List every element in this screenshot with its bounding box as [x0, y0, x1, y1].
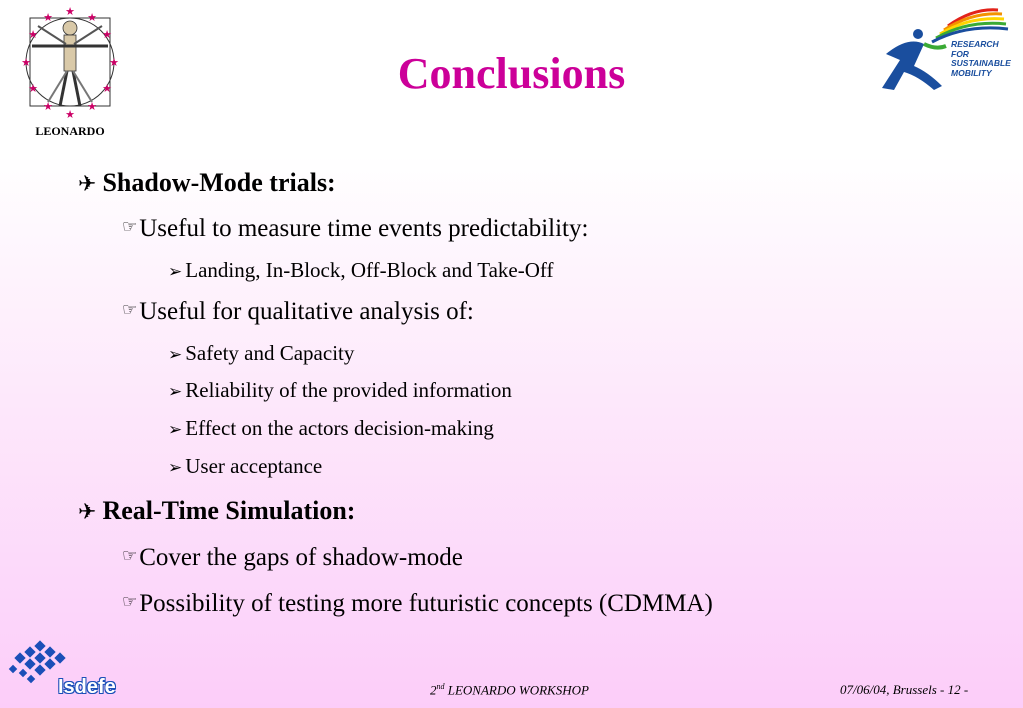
pointing-hand-icon: ☞ [122, 546, 138, 566]
svg-text:★: ★ [21, 56, 31, 69]
sub-list-item: ➢ Safety and Capacity [168, 341, 355, 365]
arrowhead-icon: ➢ [168, 458, 183, 478]
svg-text:★: ★ [109, 56, 119, 69]
arrowhead-icon: ➢ [168, 262, 183, 282]
svg-text:★: ★ [102, 82, 112, 95]
svg-text:★: ★ [87, 11, 97, 24]
svg-text:★: ★ [43, 11, 53, 24]
svg-text:★: ★ [28, 28, 38, 41]
isdefe-logo-text: Isdefe [58, 676, 116, 698]
isdefe-logo [6, 640, 131, 700]
sub-list-item: ➢ Effect on the actors decision-making [168, 416, 494, 440]
list-item: ☞Cover the gaps of shadow-mode [122, 544, 463, 571]
svg-text:★: ★ [102, 28, 112, 41]
airplane-icon: ✈ [78, 500, 97, 525]
footer-workshop: 2nd LEONARDO WORKSHOP [430, 682, 589, 698]
sub-list-item: ➢ Reliability of the provided information [168, 378, 512, 402]
svg-text:★: ★ [28, 82, 38, 95]
sub-list-item: ➢ User acceptance [168, 454, 323, 478]
page-title: Conclusions [397, 49, 626, 98]
section-heading-shadow-mode: ✈ Shadow-Mode trials: [78, 168, 336, 197]
footer-date-page: 07/06/04, Brussels - 12 - [840, 682, 969, 697]
sub-list-item: ➢ Landing, In-Block, Off-Block and Take-Off [168, 258, 554, 282]
svg-text:★: ★ [65, 108, 75, 121]
list-item: ☞Useful for qualitative analysis of: [122, 298, 474, 325]
research-mobility-logo [878, 6, 1018, 98]
section-heading-real-time-simulation: ✈ Real-Time Simulation: [78, 496, 356, 525]
arrowhead-icon: ➢ [168, 345, 183, 365]
pointing-hand-icon: ☞ [122, 592, 138, 612]
svg-text:★: ★ [65, 6, 75, 18]
list-item: ☞Possibility of testing more futuristic concepts (CDMMA) [122, 590, 713, 617]
airplane-icon: ✈ [78, 172, 97, 197]
list-item: ☞Useful to measure time events predictability: [122, 215, 589, 242]
arrowhead-icon: ➢ [168, 382, 183, 402]
leonardo-caption: LEONARDO [35, 124, 105, 138]
pointing-hand-icon: ☞ [122, 300, 138, 320]
pointing-hand-icon: ☞ [122, 217, 138, 237]
arrowhead-icon: ➢ [168, 420, 183, 440]
research-mobility-text: RESEARCH FOR SUSTAINABLE MOBILITY [951, 39, 1011, 78]
svg-text:★: ★ [87, 100, 97, 113]
svg-text:★: ★ [43, 100, 53, 113]
